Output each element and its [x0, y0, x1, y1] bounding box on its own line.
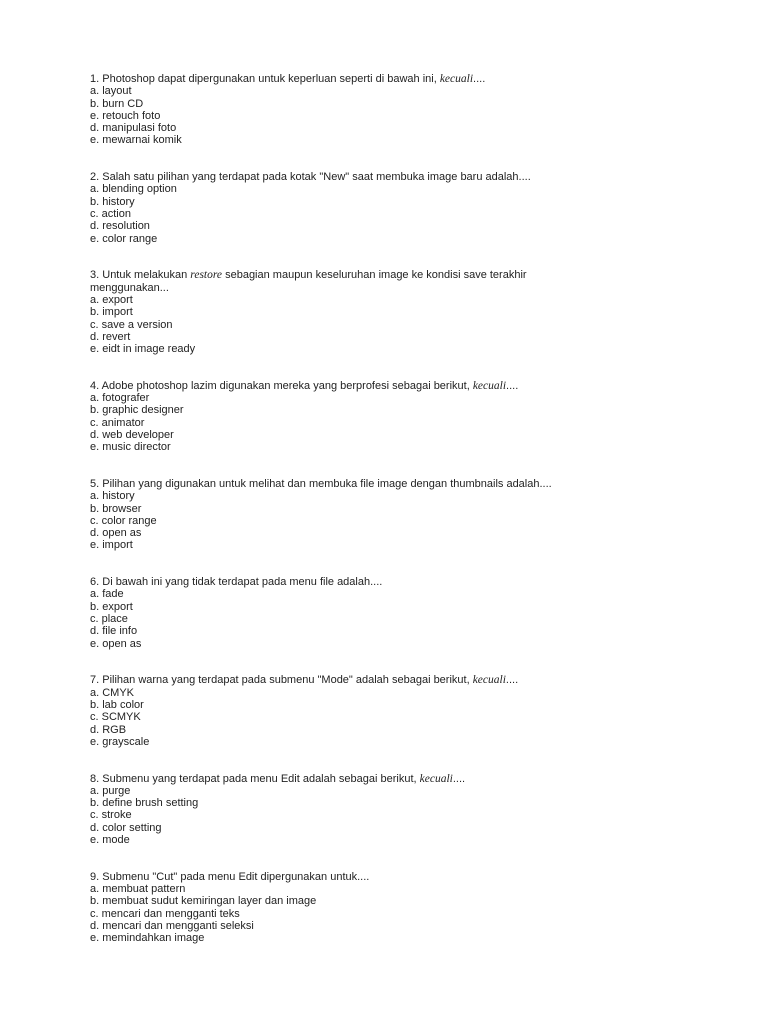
option-a: a. blending option — [90, 183, 177, 196]
option-e: e. mode — [90, 833, 130, 846]
option-d: d. resolution — [90, 220, 150, 233]
question-1 — [90, 73, 730, 147]
question-7 — [90, 674, 730, 748]
question-text: 8. Submenu yang terdapat pada menu Edit adalah sebagai berikut, kecuali.... — [90, 772, 466, 785]
option-e: e. memindahkan image — [90, 932, 205, 945]
question-6 — [90, 576, 730, 650]
option-c: c. save a version — [90, 318, 173, 331]
question-9 — [90, 871, 730, 945]
option-c: c. stroke — [90, 809, 132, 822]
option-a: a. CMYK — [90, 686, 135, 699]
option-d: d. RGB — [90, 723, 127, 736]
option-a: a. purge — [90, 784, 131, 797]
question-text: 4. Adobe photoshop lazim digunakan mereka yang berprofesi sebagai berikut, kecuali.... — [90, 379, 519, 392]
option-d: d. web developer — [90, 429, 174, 441]
option-c: c. animator — [90, 416, 145, 429]
question-5 — [90, 478, 730, 552]
option-c: c. action — [90, 208, 131, 221]
option-e: e. eidt in image ready — [90, 343, 196, 356]
option-d: d. file info — [90, 625, 138, 638]
question-8 — [90, 773, 730, 847]
option-a: a. layout — [90, 85, 132, 98]
question-text: 1. Photoshop dapat dipergunakan untuk keperluan seperti di bawah ini, kecuali.... — [90, 73, 486, 85]
option-c: e. retouch foto — [90, 109, 161, 122]
question-text: 3. Untuk melakukan restore sebagian maupun keseluruhan image ke kondisi save terakhir — [90, 269, 527, 282]
option-b: b. import — [90, 306, 133, 319]
option-d: d. color setting — [90, 821, 162, 834]
option-c: c. color range — [90, 514, 157, 527]
option-b: b. burn CD — [90, 97, 144, 110]
question-text: 5. Pilihan yang digunakan untuk melihat dan membuka file image dengan thumbnails adalah.... — [90, 477, 552, 490]
option-a: a. membuat pattern — [90, 882, 186, 895]
question-text: 6. Di bawah ini yang tidak terdapat pada menu file adalah.... — [90, 576, 383, 589]
option-b: b. lab color — [90, 698, 144, 711]
option-b: b. membuat sudut kemiringan layer dan image — [90, 895, 317, 908]
option-c: c. SCMYK — [90, 711, 141, 724]
question-text: 9. Submenu "Cut" pada menu Edit dipergunakan untuk.... — [90, 870, 370, 883]
option-e: e. music director — [90, 441, 171, 454]
option-d: d. manipulasi foto — [90, 122, 177, 135]
question-list — [90, 73, 730, 969]
question-text: 7. Pilihan warna yang terdapat pada submenu "Mode" adalah sebagai berikut, kecuali.... — [90, 674, 519, 687]
option-d: d. revert — [90, 330, 131, 343]
option-a: a. fade — [90, 588, 124, 601]
question-text-continued: menggunakan... — [90, 281, 169, 294]
question-2 — [90, 171, 730, 245]
question-3 — [90, 269, 730, 355]
option-e: e. color range — [90, 232, 158, 245]
option-d: d. open as — [90, 527, 142, 540]
option-e: e. mewarnai komik — [90, 134, 182, 147]
option-e: e. grayscale — [90, 735, 150, 748]
option-b: b. graphic designer — [90, 404, 184, 417]
option-b: b. define brush setting — [90, 797, 199, 810]
option-e: e. open as — [90, 637, 142, 650]
question-text: 2. Salah satu pilihan yang terdapat pada kotak "New" saat membuka image baru adalah.... — [90, 171, 531, 184]
option-b: b. history — [90, 195, 135, 208]
option-b: b. browser — [90, 502, 142, 515]
option-e: e. import — [90, 539, 133, 552]
option-a: a. export — [90, 293, 133, 306]
option-b: b. export — [90, 600, 133, 613]
option-c: c. place — [90, 613, 128, 626]
option-a: a. history — [90, 490, 135, 503]
question-4 — [90, 380, 730, 454]
option-c: c. mencari dan mengganti teks — [90, 907, 240, 920]
option-a: a. fotografer — [90, 392, 150, 405]
option-d: d. mencari dan mengganti seleksi — [90, 919, 254, 932]
